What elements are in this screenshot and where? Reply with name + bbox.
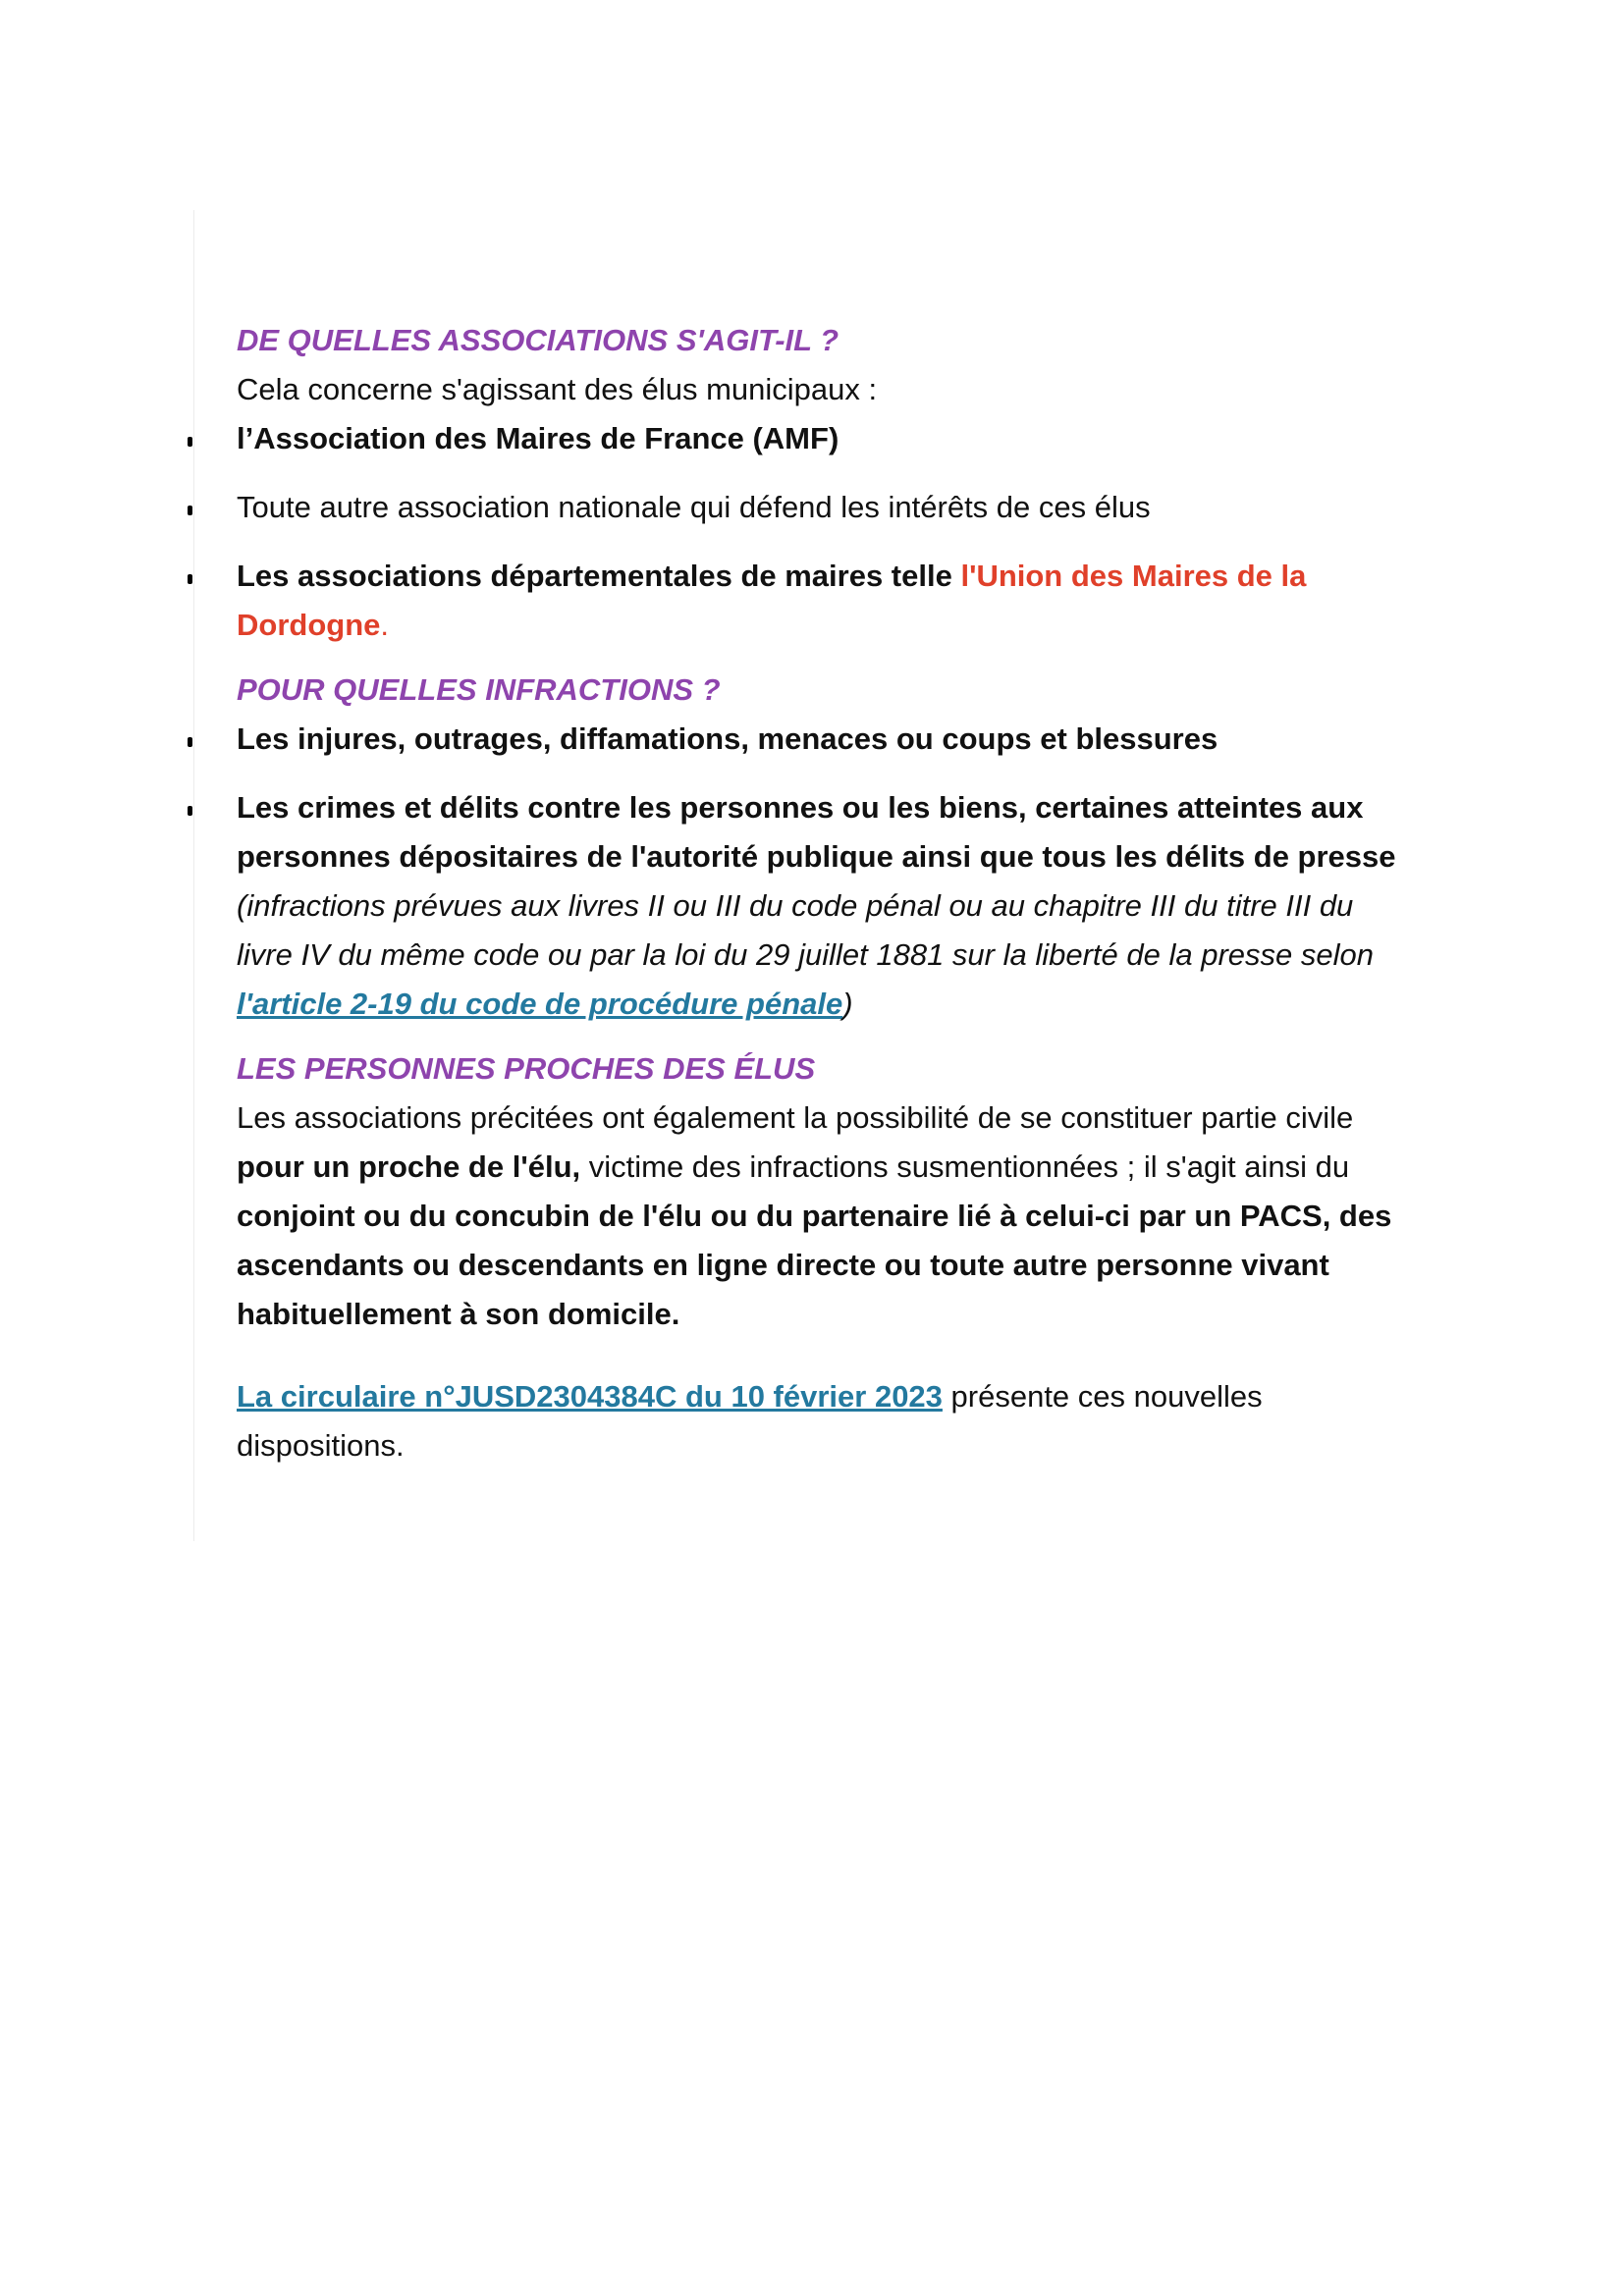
bullet-injures: Les injures, outrages, diffamations, menaces ou coups et blessures	[237, 721, 1218, 756]
bullet-icon	[188, 806, 192, 816]
bullet-departmental-text: Les associations départementales de maires telle	[237, 559, 961, 593]
proches-bold-1: pour un proche de l'élu,	[237, 1149, 581, 1184]
document-body	[237, 316, 1415, 1470]
circulaire-paragraph	[237, 1372, 1336, 1470]
bullet-amf: l’Association des Maires de France (AMF)	[237, 421, 839, 455]
circulaire-link[interactable]: La circulaire n°JUSD2304384C du 10 février 2023	[237, 1379, 943, 1414]
list-item	[237, 483, 1415, 532]
union-maires-dordogne: l'Union des Maires de la Dordogne	[237, 559, 1307, 642]
heading-infractions: POUR QUELLES INFRACTIONS ?	[237, 672, 721, 707]
bullet-crimes-delits: Les crimes et délits contre les personnes ou les biens, certaines atteintes aux personnes dépositaires de l'autorité publique ainsi que tous les délits de presse	[237, 790, 1396, 874]
closing-paren: )	[842, 987, 853, 1021]
proches-text-2: victime des infractions susmentionnées ; il s'agit ainsi du	[580, 1149, 1350, 1184]
circulaire-text: présente ces nouvelles dispositions.	[237, 1379, 1263, 1463]
bullet-icon	[188, 437, 192, 447]
list-item	[237, 715, 1415, 764]
bullet-period: .	[380, 608, 389, 642]
bullet-icon	[188, 737, 192, 747]
infractions-detail: (infractions prévues aux livres II ou III du code pénal ou au chapitre III du titre III du livre IV du même code ou par la loi du 29 juillet 1881 sur la liberté de la presse selon	[237, 888, 1374, 972]
bullet-national-association: Toute autre association nationale qui défend les intérêts de ces élus	[237, 490, 1151, 524]
proches-paragraph	[237, 1094, 1401, 1339]
list-item	[237, 552, 1366, 650]
article-2-19-link[interactable]: l'article 2-19 du code de procédure pénale	[237, 987, 843, 1021]
heading-personnes-proches: LES PERSONNES PROCHES DES ÉLUS	[237, 1051, 816, 1086]
intro-text: Cela concerne s'agissant des élus municipaux :	[237, 372, 878, 406]
bullet-icon	[188, 574, 192, 584]
list-item	[237, 783, 1401, 1029]
list-item	[237, 414, 1415, 463]
heading-associations: DE QUELLES ASSOCIATIONS S'AGIT-IL ?	[237, 323, 839, 357]
left-margin-rule	[193, 210, 194, 1541]
bullet-icon	[188, 506, 192, 515]
proches-text-1: Les associations précitées ont également la possibilité de se constituer partie civile	[237, 1100, 1354, 1135]
proches-bold-2: conjoint ou du concubin de l'élu ou du partenaire lié à celui-ci par un PACS, des ascendants ou descendants en ligne directe ou toute autre personne vivant habituellement à son domicile.	[237, 1199, 1392, 1331]
